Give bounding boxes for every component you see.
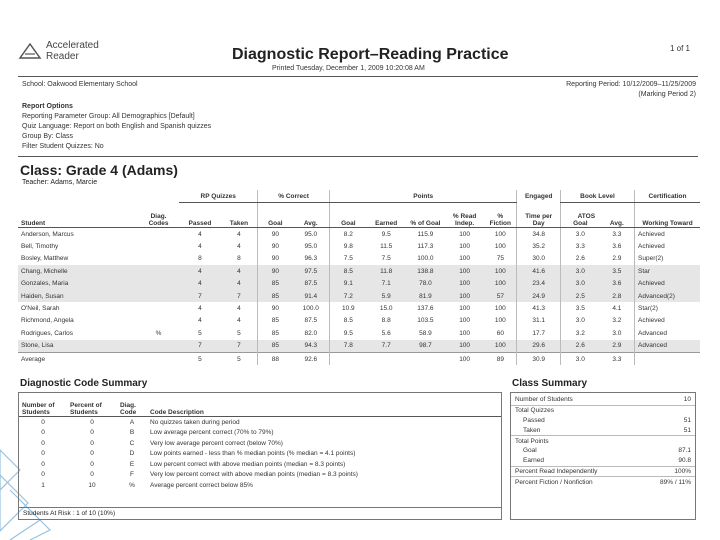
table-cell <box>635 352 700 365</box>
table-cell: 90 <box>258 302 293 314</box>
table-cell: Achieved <box>635 228 700 241</box>
col-header-percent-of-goal: % of Goal <box>406 203 445 228</box>
logo-line-2: Reader <box>46 51 79 62</box>
table-cell: 5.9 <box>367 290 406 302</box>
diag-cell: 10 <box>88 481 96 489</box>
table-cell: 100 <box>445 352 484 365</box>
logo-icon <box>18 42 42 60</box>
diag-row <box>19 438 501 449</box>
table-cell: 9.5 <box>381 230 391 238</box>
summary-label: Passed <box>523 416 545 424</box>
summary-row <box>511 395 695 405</box>
table-cell: 97.5 <box>293 265 330 277</box>
student-row <box>18 327 700 339</box>
summary-label: Earned <box>523 457 544 465</box>
student-name: Rodrigues, Carlos <box>21 329 74 337</box>
table-cell: 31.1 <box>517 315 561 327</box>
table-cell: 23.4 <box>517 278 561 290</box>
student-row <box>18 315 700 327</box>
summary-row <box>511 466 695 477</box>
table-cell: 8.2 <box>330 228 367 241</box>
group-header-certification: Certification <box>635 190 700 203</box>
student-row <box>18 278 700 290</box>
table-cell: 29.6 <box>517 340 561 353</box>
summary-value: 51 <box>683 416 691 424</box>
table-cell: 2.8 <box>600 290 635 302</box>
col-header-percent-fiction: % Fiction <box>484 203 517 228</box>
student-name: Stone, Lisa <box>18 340 138 353</box>
table-cell: 4 <box>198 230 202 238</box>
table-cell: 96.3 <box>304 255 318 263</box>
group-header-book-level: Book Level <box>560 190 634 203</box>
col-header-book-avg: Avg. <box>600 203 635 228</box>
table-cell: 3.6 <box>612 243 622 251</box>
table-cell: 100 <box>484 265 517 277</box>
table-cell: 100 <box>494 317 506 325</box>
summary-value: 90.8 <box>678 457 691 465</box>
col-header-taken: Taken <box>221 203 258 228</box>
table-cell: 3.3 <box>600 352 635 365</box>
summary-value <box>640 405 695 415</box>
diag-cell: 0 <box>41 418 45 426</box>
table-cell: 4 <box>221 265 258 277</box>
diag-row <box>19 470 501 481</box>
student-row <box>18 340 700 353</box>
table-cell: 4 <box>221 278 258 290</box>
table-cell: 2.9 <box>600 340 635 353</box>
table-cell: 7.2 <box>330 290 367 302</box>
table-cell: 5 <box>237 329 241 337</box>
diag-row <box>19 449 501 460</box>
table-cell: 100 <box>459 230 471 238</box>
table-cell: 100 <box>459 255 471 263</box>
student-row <box>18 240 700 252</box>
class-summary-title: Class Summary <box>512 378 588 389</box>
report-option-line: Group By: Class <box>22 133 73 140</box>
table-cell: 85 <box>258 340 293 353</box>
col-header-time-per-day: Time per Day <box>517 203 561 228</box>
table-cell <box>138 290 179 302</box>
table-cell: Advanced(2) <box>635 290 700 302</box>
table-cell: 9.5 <box>330 327 367 339</box>
col-header-avg: Avg. <box>293 203 330 228</box>
student-name: Average <box>18 352 138 365</box>
printed-timestamp: Printed Tuesday, December 1, 2009 10:20:08 AM <box>272 65 425 72</box>
table-cell: Achieved <box>635 315 700 327</box>
table-cell <box>138 315 179 327</box>
table-cell: Achieved <box>635 240 700 252</box>
diag-cell: 0 <box>41 460 45 468</box>
table-cell: 3.2 <box>560 327 599 339</box>
diag-cell: E <box>129 460 135 468</box>
report-option-line: Filter Student Quizzes: No <box>22 143 104 150</box>
school-name: School: Oakwood Elementary School <box>22 81 138 88</box>
table-cell <box>138 240 179 252</box>
table-cell: 3.0 <box>612 329 622 337</box>
table-cell: 3.2 <box>612 317 622 325</box>
summary-label: Percent Fiction / Nonfiction <box>515 478 593 486</box>
col-header-book-goal-label: Goal <box>573 220 588 227</box>
diag-cell: 0 <box>90 450 94 458</box>
table-cell: 7 <box>221 340 258 353</box>
table-cell: 90 <box>258 240 293 252</box>
table-cell: 100 <box>445 265 484 277</box>
diag-summary-table <box>19 396 501 491</box>
table-cell: 100 <box>459 305 471 313</box>
average-row <box>18 352 700 365</box>
logo-text <box>46 40 99 62</box>
diag-rows <box>19 417 501 491</box>
diag-cell: Very low percent correct with above median points (median = 8.3 points) <box>150 471 358 479</box>
students-at-risk: Students At Risk : 1 of 10 (10%) <box>19 507 501 519</box>
col-header-diag-codes: Diag. Codes <box>138 203 179 228</box>
table-cell: 90 <box>258 253 293 265</box>
reporting-period-dates: Reporting Period: 10/12/2009–11/25/2009 <box>566 81 696 88</box>
table-cell: 138.8 <box>406 265 445 277</box>
table-cell <box>138 302 179 314</box>
summary-label: Taken <box>523 426 541 434</box>
table-cell: 90 <box>258 265 293 277</box>
diag-cell: 0 <box>41 429 45 437</box>
table-cell: 7 <box>179 340 220 353</box>
class-summary-box <box>510 392 696 520</box>
col-header-working-toward: Working Toward <box>635 203 700 228</box>
table-cell: 95.0 <box>304 230 318 238</box>
table-cell: 58.9 <box>419 329 432 337</box>
diag-cell: No quizzes taken during period <box>150 418 240 426</box>
table-cell: 2.5 <box>560 290 599 302</box>
diag-cell: 0 <box>90 418 94 426</box>
table-cell: 98.7 <box>406 340 445 353</box>
table-cell: 3.3 <box>612 230 622 238</box>
diag-cell: Average percent correct below 85% <box>150 481 253 489</box>
summary-label: Total Quizzes <box>515 407 555 415</box>
diag-cell: Low average percent correct (70% to 79%) <box>150 429 274 437</box>
table-cell: 87.5 <box>293 278 330 290</box>
student-name: Bosley, Matthew <box>21 255 69 263</box>
diag-row <box>19 428 501 439</box>
student-name: Richmond, Angela <box>21 317 74 325</box>
col-header-student: Student <box>18 203 138 228</box>
diag-cell: Low points earned - less than % median points (% median = 4.1 points) <box>150 450 356 458</box>
table-cell: 15.0 <box>379 305 393 313</box>
group-header-percent-correct: % Correct <box>258 190 330 203</box>
table-cell <box>330 352 367 365</box>
summary-rows <box>511 395 695 487</box>
reporting-period <box>566 80 696 100</box>
table-cell: 8 <box>198 255 202 263</box>
student-name: Bell, Timothy <box>21 243 59 251</box>
diag-col-percent: Percent of Students <box>67 396 117 417</box>
diag-row <box>19 417 501 428</box>
table-cell: 9.8 <box>330 240 367 252</box>
summary-row <box>511 477 695 487</box>
diag-cell: Low percent correct with above median points (median = 8.3 points) <box>150 460 346 468</box>
summary-row <box>511 405 695 415</box>
summary-value <box>640 436 695 446</box>
table-cell: 41.6 <box>517 265 561 277</box>
student-name: Gonzales, Maria <box>18 278 138 290</box>
student-table <box>18 190 700 365</box>
report-title: Diagnostic Report–Reading Practice <box>232 46 509 63</box>
table-cell: 4 <box>237 305 241 313</box>
table-cell: 81.9 <box>406 290 445 302</box>
table-cell: Super(2) <box>635 253 700 265</box>
table-cell <box>138 265 179 277</box>
table-cell <box>138 352 179 365</box>
diag-row <box>19 480 501 491</box>
table-cell: 85 <box>258 327 293 339</box>
table-cell: 3.6 <box>600 278 635 290</box>
table-cell <box>138 278 179 290</box>
teacher-name: Teacher: Adams, Marcie <box>22 179 98 186</box>
col-header-earned: Earned <box>367 203 406 228</box>
student-name: O'Neil, Sarah <box>21 305 60 313</box>
summary-row <box>511 456 695 466</box>
report-option-line: Reporting Parameter Group: All Demographics [Default] <box>22 113 195 120</box>
table-cell: 100.0 <box>302 305 319 313</box>
summary-row <box>511 436 695 446</box>
table-cell: 88 <box>258 352 293 365</box>
table-cell: 3.3 <box>560 240 599 252</box>
diag-cell: B <box>129 429 135 437</box>
report-options <box>22 102 211 152</box>
table-cell: 115.9 <box>417 230 434 238</box>
table-cell <box>138 340 179 353</box>
table-cell: 100 <box>445 290 484 302</box>
table-cell: 100 <box>459 317 471 325</box>
table-cell: 4 <box>237 230 241 238</box>
table-cell: 30.0 <box>517 253 561 265</box>
class-title: Class: Grade 4 (Adams) <box>20 162 178 178</box>
report-options-heading: Report Options <box>22 103 73 110</box>
diag-cell: Very low average percent correct (below 70%) <box>150 439 283 447</box>
table-cell: 4 <box>198 243 202 251</box>
atos-label: ATOS <box>577 213 596 220</box>
table-cell: 3.0 <box>560 265 599 277</box>
marking-period: (Marking Period 2) <box>638 91 696 98</box>
diag-col-number: Number of Students <box>19 396 67 417</box>
table-cell: 5 <box>179 352 220 365</box>
table-cell: 7 <box>179 290 220 302</box>
table-cell: 3.0 <box>560 228 599 241</box>
table-cell: 7.8 <box>330 340 367 353</box>
table-cell: 11.8 <box>367 265 406 277</box>
table-cell: Achieved <box>635 278 700 290</box>
table-cell: 2.9 <box>612 255 622 263</box>
table-cell: 75 <box>496 255 504 263</box>
table-cell: 3.0 <box>560 315 599 327</box>
table-cell: 103.5 <box>417 317 434 325</box>
col-header-points-goal: Goal <box>330 203 367 228</box>
table-cell: 100 <box>445 340 484 353</box>
table-cell: 117.3 <box>417 243 434 251</box>
table-cell <box>138 228 179 241</box>
table-cell: 100 <box>484 340 517 353</box>
table-cell: 85 <box>258 290 293 302</box>
table-cell: 100 <box>459 329 471 337</box>
student-name: Haiden, Susan <box>18 290 138 302</box>
col-header-book-goal <box>560 203 599 228</box>
summary-label: Number of Students <box>515 396 573 404</box>
diag-summary-box <box>18 392 502 520</box>
table-cell: 7.1 <box>367 278 406 290</box>
table-cell: 90 <box>258 228 293 241</box>
table-cell: 85 <box>258 315 293 327</box>
table-cell: 2.6 <box>560 253 599 265</box>
table-cell: 8.5 <box>330 315 367 327</box>
table-cell: 4 <box>198 305 202 313</box>
student-row <box>18 228 700 241</box>
table-cell: Advanced <box>635 327 700 339</box>
summary-label: Goal <box>523 447 537 455</box>
diag-cell: D <box>129 450 135 458</box>
student-name: Chang, Michelle <box>18 265 138 277</box>
col-header-passed: Passed <box>179 203 220 228</box>
table-cell: 9.1 <box>330 278 367 290</box>
table-cell: 3.0 <box>560 352 599 365</box>
table-cell: 4.1 <box>612 305 622 313</box>
table-cell <box>138 253 179 265</box>
group-header-points: Points <box>330 190 517 203</box>
table-cell: 7 <box>221 290 258 302</box>
student-row <box>18 253 700 265</box>
diag-cell: 0 <box>41 471 45 479</box>
diag-col-description: Code Description <box>147 396 501 417</box>
table-cell: 87.5 <box>304 317 318 325</box>
table-cell: Star <box>635 265 700 277</box>
table-cell: 100 <box>494 305 506 313</box>
table-cell: 24.9 <box>517 290 561 302</box>
col-header-percent-read-indep: % Read Indep. <box>445 203 484 228</box>
student-name: Anderson, Marcus <box>21 230 74 238</box>
page-number: 1 of 1 <box>669 44 690 53</box>
diag-cell: 0 <box>41 439 45 447</box>
diag-cell: 0 <box>90 471 94 479</box>
table-cell: 60 <box>496 329 504 337</box>
table-cell: 137.6 <box>417 305 434 313</box>
table-cell: 94.3 <box>293 340 330 353</box>
table-cell: 30.9 <box>517 352 561 365</box>
student-row <box>18 302 700 314</box>
summary-value: 10 <box>683 396 691 404</box>
table-cell: 3.5 <box>560 302 599 314</box>
table-cell: 82.0 <box>304 329 318 337</box>
diag-cell: % <box>129 481 135 489</box>
table-cell: 35.2 <box>517 240 561 252</box>
summary-label: Percent Read Independently <box>515 467 598 475</box>
summary-label: Total Points <box>515 437 549 445</box>
table-cell: 17.7 <box>517 327 561 339</box>
table-cell: 5 <box>198 329 202 337</box>
summary-value: 87.1 <box>678 447 691 455</box>
table-cell: 7.5 <box>381 255 391 263</box>
table-cell <box>406 352 445 365</box>
diag-cell: 0 <box>41 450 45 458</box>
table-cell: 5 <box>221 352 258 365</box>
summary-row <box>511 416 695 426</box>
table-cell: 100 <box>445 278 484 290</box>
diag-cell: 0 <box>90 429 94 437</box>
diag-row <box>19 459 501 470</box>
table-cell: 8.8 <box>381 317 391 325</box>
table-cell: 7.5 <box>330 253 367 265</box>
table-cell: 8 <box>237 255 241 263</box>
student-row <box>18 265 700 277</box>
diag-cell: 1 <box>41 481 45 489</box>
diag-cell: 0 <box>90 439 94 447</box>
diag-col-code: Diag. Code <box>117 396 147 417</box>
summary-value: 100% <box>674 467 691 475</box>
table-cell: 100 <box>459 243 471 251</box>
table-cell: 91.4 <box>293 290 330 302</box>
col-header-goal: Goal <box>258 203 293 228</box>
table-cell: 8.5 <box>330 265 367 277</box>
table-cell: 100.0 <box>417 255 434 263</box>
student-row <box>18 290 700 302</box>
table-cell: 3.5 <box>600 265 635 277</box>
diag-cell: A <box>129 418 135 426</box>
table-cell: 57 <box>484 290 517 302</box>
table-cell: 100 <box>494 230 506 238</box>
table-cell: Star(2) <box>635 302 700 314</box>
student-rows <box>18 228 700 366</box>
class-summary-table <box>511 395 695 487</box>
diag-cell: C <box>129 439 135 447</box>
summary-row <box>511 425 695 435</box>
table-cell: 4 <box>179 278 220 290</box>
table-cell: 95.0 <box>304 243 318 251</box>
table-cell: 89 <box>484 352 517 365</box>
summary-value: 51 <box>683 426 691 434</box>
group-header-rp-quizzes: RP Quizzes <box>179 190 257 203</box>
table-cell: 34.8 <box>517 228 561 241</box>
table-cell: 4 <box>179 265 220 277</box>
logo-line-1: Accelerated <box>46 40 99 51</box>
table-cell: % <box>155 329 162 337</box>
table-cell: 85 <box>258 278 293 290</box>
report-option-line: Quiz Language: Report on both English and Spanish quizzes <box>22 123 212 130</box>
table-cell: 4 <box>237 317 241 325</box>
table-cell: 5.6 <box>381 329 391 337</box>
table-cell: 4 <box>198 317 202 325</box>
table-cell: 100 <box>494 243 506 251</box>
diag-cell: F <box>130 471 134 479</box>
table-cell: 41.3 <box>517 302 561 314</box>
table-cell: Advanced <box>635 340 700 353</box>
diag-cell: 0 <box>90 460 94 468</box>
section-divider <box>18 156 698 157</box>
summary-value: 89% / 11% <box>660 478 691 486</box>
diag-summary-title: Diagnostic Code Summary <box>20 378 148 389</box>
table-cell: 78.0 <box>406 278 445 290</box>
table-cell: 11.5 <box>380 243 393 251</box>
summary-row <box>511 446 695 456</box>
table-cell: 2.6 <box>560 340 599 353</box>
table-cell: 10.9 <box>330 302 367 314</box>
header-divider <box>18 76 698 77</box>
table-cell: 4 <box>237 243 241 251</box>
table-cell: 100 <box>484 278 517 290</box>
group-header-engaged: Engaged <box>517 190 561 203</box>
table-cell <box>367 352 406 365</box>
table-cell: 7.7 <box>367 340 406 353</box>
table-cell: 3.0 <box>560 278 599 290</box>
table-cell: 92.6 <box>293 352 330 365</box>
